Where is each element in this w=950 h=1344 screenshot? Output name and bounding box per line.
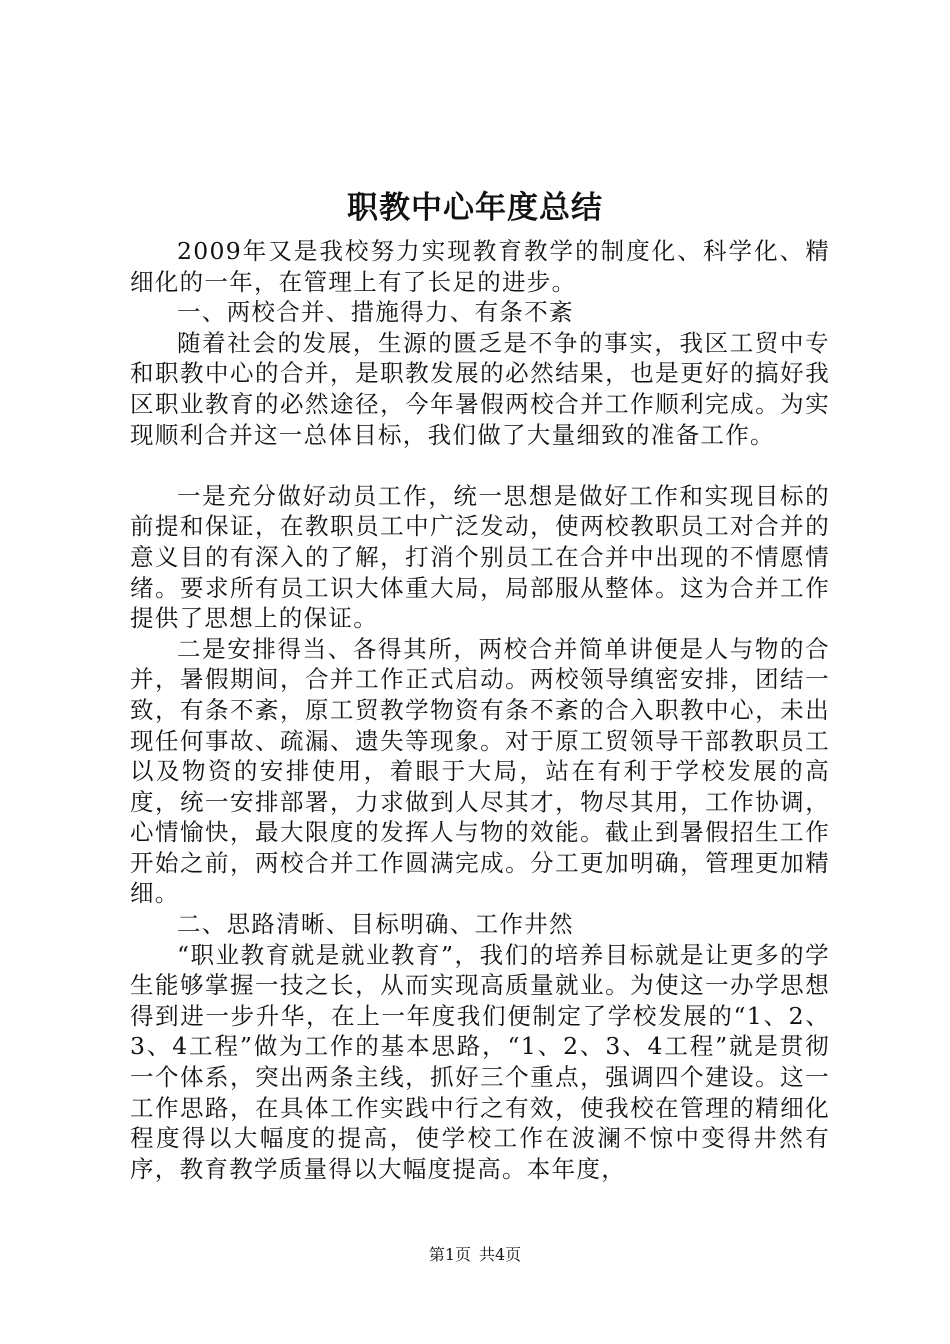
section-heading-1: 一、两校合并、措施得力、有条不紊 <box>177 298 574 327</box>
document-body <box>130 236 830 1184</box>
paragraph-mobilization: 一是充分做好动员工作，统一思想是做好工作和实现目标的前提和保证，在教职员工中广泛发动，使两校教职员工对合并的意义目的有深入的了解，打消个别员工在合并中出现的不情愿情绪。要求所有员工识大体重大局，局部服从整体。这为合并工作提供了思想上的保证。 <box>130 481 830 633</box>
paragraph-intro: 2009年又是我校努力实现教育教学的制度化、科学化、精细化的一年，在管理上有了长足的进步。 <box>130 237 830 296</box>
page-number: 第1页 <box>428 1245 471 1264</box>
page-footer <box>0 1244 950 1266</box>
document-title: 职教中心年度总结 <box>347 190 603 226</box>
paragraph-spacer <box>130 450 830 481</box>
paragraph-merger-background: 随着社会的发展，生源的匮乏是不争的事实，我区工贸中专和职教中心的合并，是职教发展的必然结果，也是更好的搞好我区职业教育的必然途径，今年暑假两校合并工作顺利完成。为实现顺利合并这一总体目标，我们做了大量细致的准备工作。 <box>130 328 830 449</box>
page-total: 共4页 <box>479 1245 522 1264</box>
paragraph-arrangement: 二是安排得当、各得其所，两校合并简单讲便是人与物的合并，暑假期间，合并工作正式启动。两校领导缜密安排，团结一致，有条不紊，原工贸教学物资有条不紊的合入职教中心，未出现任何事故、疏漏、遗失等现象。对于原工贸领导干部教职员工以及物资的安排使用，着眼于大局，站在有利于学校发展的高度，统一安排部署，力求做到人尽其才，物尽其用，工作协调，心情愉快，最大限度的发挥人与物的效能。截止到暑假招生工作开始之前，两校合并工作圆满完成。分工更加明确，管理更加精细。 <box>130 634 830 908</box>
section-heading-2: 二、思路清晰、目标明确、工作井然 <box>177 910 574 939</box>
paragraph-work-approach: “职业教育就是就业教育”，我们的培养目标就是让更多的学生能够掌握一技之长，从而实现高质量就业。为使这一办学思想得到进一步升华，在上一年度我们便制定了学校发展的“1、2、3、4工程”做为工作的基本思路，“1、2、3、4工程”就是贯彻一个体系，突出两条主线，抓好三个重点，强调四个建设。这一工作思路，在具体工作实践中行之有效，使我校在管理的精细化程度得以大幅度的提高，使学校工作在波澜不惊中变得井然有序，教育教学质量得以大幅度提高。本年度， <box>130 940 830 1183</box>
